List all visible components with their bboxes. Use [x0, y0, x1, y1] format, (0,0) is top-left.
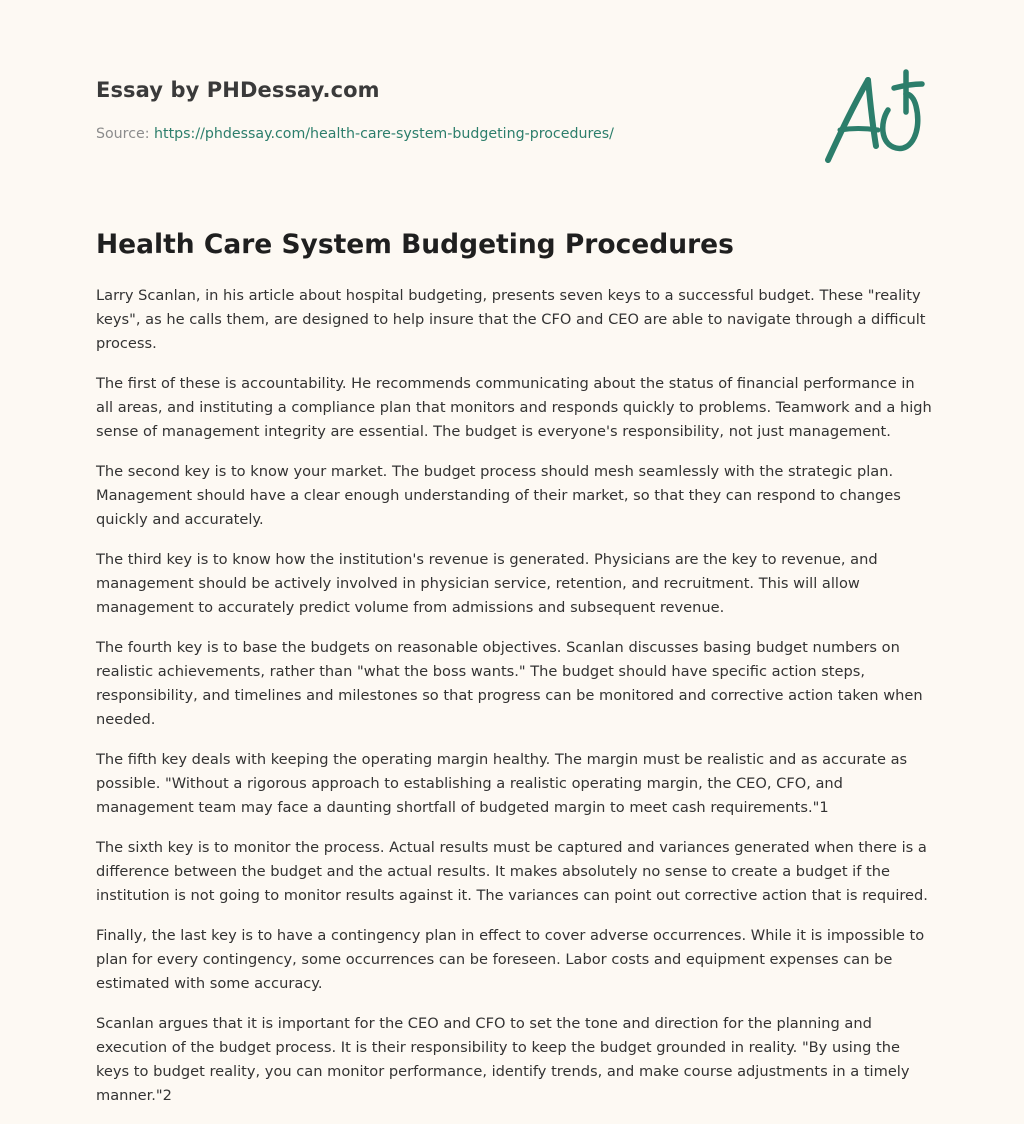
- essay-paragraph: The sixth key is to monitor the process. Actual results must be captured and variances generated when there is a difference between the budget and the actual results. It makes absolutely no sense to create a budget if the institution is not going to monitor results against it. The variances can point out corrective action that is required.: [96, 839, 928, 904]
- essay-paragraph: The first of these is accountability. He recommends communicating about the status of financial performance in all areas, and instituting a compliance plan that monitors and responds quickly to problems. Teamwork and a high sense of management integrity are essential. The budget is everyone's responsibility, not just management.: [96, 375, 932, 440]
- essay-paragraph: The fifth key deals with keeping the operating margin healthy. The margin must be realistic and as accurate as possible. "Without a rigorous approach to establishing a realistic operating margin, the CEO, CFO, and management team may face a daunting shortfall of budgeted margin to meet cash requirements."1: [96, 751, 908, 816]
- a-plus-grade-icon: [818, 66, 934, 170]
- essay-paragraph: The second key is to know your market. The budget process should mesh seamlessly with the strategic plan. Management should have a clear enough understanding of their market, so that they can respond to changes quickly and accurately.: [96, 463, 901, 528]
- essay-paragraph: Larry Scanlan, in his article about hospital budgeting, presents seven keys to a successful budget. These "reality keys", as he calls them, are designed to help insure that the CFO and CEO are able to navigate through a difficult process.: [96, 287, 926, 352]
- source-link[interactable]: https://phdessay.com/health-care-system-budgeting-procedures/: [154, 126, 614, 142]
- essay-paragraph: The fourth key is to base the budgets on reasonable objectives. Scanlan discusses basing budget numbers on realistic achievements, rather than "what the boss wants." The budget should have specific action steps, responsibility, and timelines and milestones so that progress can be monitored and corrective action taken when needed.: [96, 639, 923, 728]
- source-label: Source:: [96, 126, 150, 142]
- essay-paragraph: Finally, the last key is to have a contingency plan in effect to cover adverse occurrences. While it is impossible to plan for every contingency, some occurrences can be foreseen. Labor costs and equipment expenses can be estimated with some accuracy.: [96, 927, 925, 992]
- essay-paragraph: The third key is to know how the institution's revenue is generated. Physicians are the key to revenue, and management should be actively involved in physician service, retention, and recruitment. This will allow management to accurately predict volume from admissions and subsequent revenue.: [96, 551, 878, 616]
- essay-body: [96, 284, 932, 1124]
- essay-paragraph: Scanlan argues that it is important for the CEO and CFO to set the tone and direction for the planning and execution of the budget process. It is their responsibility to keep the budget grounded in reality. "By using the keys to budget reality, you can monitor performance, identify trends, and make course adjustments in a timely manner."2: [96, 1015, 910, 1104]
- page-header: [96, 76, 656, 144]
- site-brand: Essay by PHDessay.com: [96, 78, 380, 102]
- source-line: [96, 124, 656, 144]
- essay-title: Health Care System Budgeting Procedures: [96, 229, 734, 260]
